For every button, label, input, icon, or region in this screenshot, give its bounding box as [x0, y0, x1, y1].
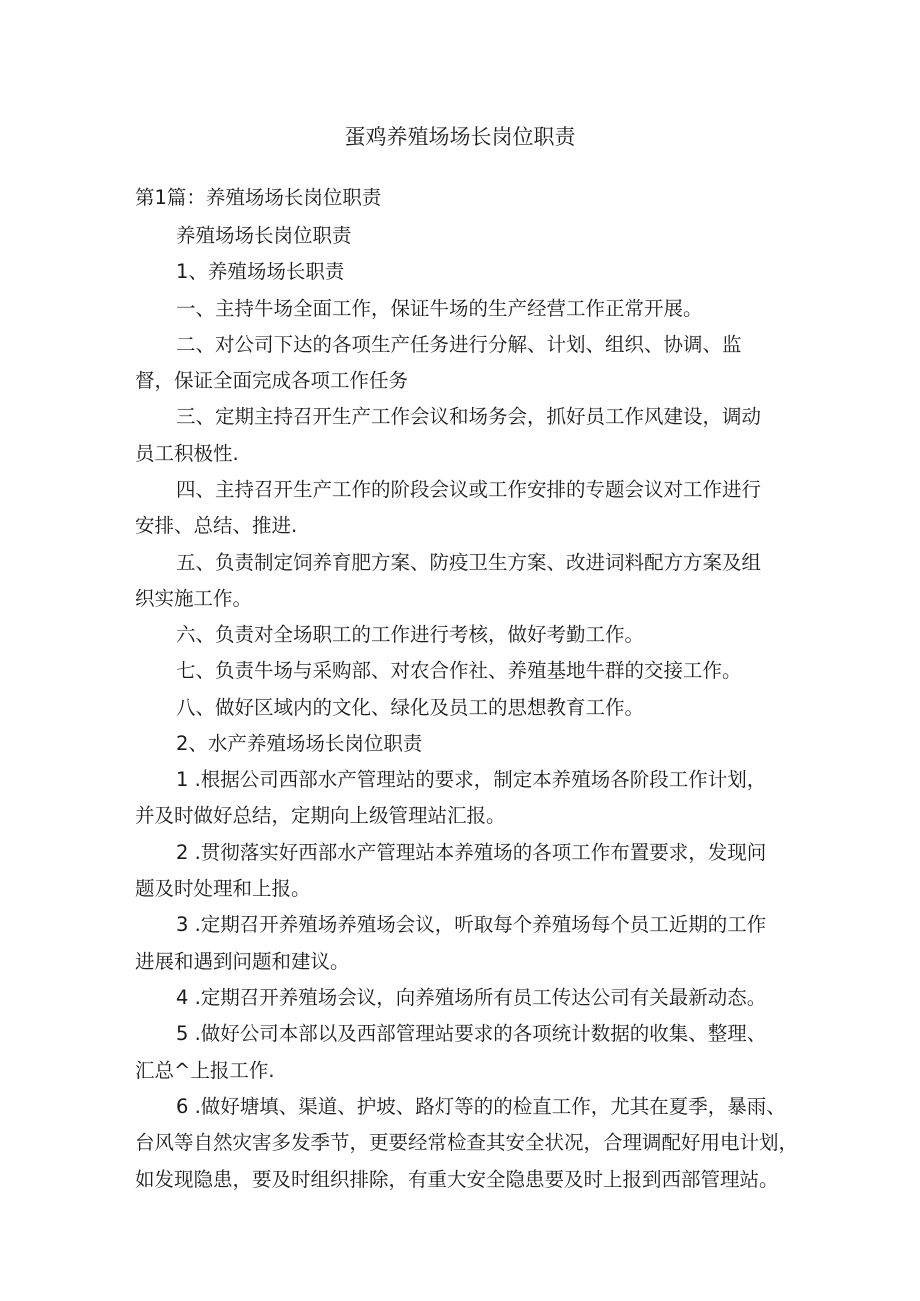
paragraph-line: 二、对公司下达的各项生产任务进行分解、计划、组织、协调、监 — [176, 333, 742, 356]
paragraph-line: 2 .贯彻落实好西部水产管理站本养殖场的各项工作布置要求，发现问 — [176, 841, 767, 864]
document-title: 蛋鸡养殖场场长岗位职责 — [344, 125, 576, 149]
paragraph-line: 六、负责对全场职工的工作进行考核，做好考勤工作。 — [176, 623, 645, 646]
paragraph-line: 员工积极性. — [135, 442, 239, 465]
subheading: 养殖场场长岗位职责 — [176, 224, 352, 247]
paragraph-line: 七、负责牛场与采购部、对农合作社、养殖基地牛群的交接工作。 — [176, 659, 742, 682]
paragraph-line: 6 .做好塘填、渠道、护坡、路灯等的的检直工作，尤其在夏季，暴雨、 — [176, 1095, 786, 1118]
paragraph-line: 题及时处理和上报。 — [135, 877, 311, 900]
paragraph-line: 三、定期主持召开生产工作会议和场务会，抓好员工作风建设，调动 — [176, 405, 762, 428]
subheading: 1、养殖场场长职责 — [176, 260, 345, 283]
paragraph-line: 织实施工作。 — [135, 587, 253, 610]
paragraph-line: 四、主持召开生产工作的阶段会议或工作安排的专题会议对工作进行 — [176, 478, 762, 501]
paragraph-line: 并及时做好总结，定期向上级管理站汇报。 — [135, 804, 506, 827]
paragraph-line: 八、做好区域内的文化、绿化及员工的思想教育工作。 — [176, 696, 645, 719]
paragraph-line: 1 .根据公司西部水产管理站的要求，制定本养殖场各阶段工作计划， — [176, 768, 767, 791]
paragraph-line: 一、主持牛场全面工作，保证牛场的生产经营工作正常开展。 — [176, 297, 703, 320]
paragraph-line: 台风等自然灾害多发季节，更要经常检查其安全状况，合理调配好用电计划， — [135, 1131, 799, 1154]
paragraph-line: 如发现隐患，要及时组织排除，有重大安全隐患要及时上报到西部管理站。 — [135, 1168, 779, 1191]
paragraph-line: 汇总^上报工作. — [135, 1059, 275, 1082]
paragraph-line: 五、负责制定饲养育肥方案、防疫卫生方案、改进词料配方方案及组 — [176, 551, 762, 574]
paragraph-line: 进展和遇到问题和建议。 — [135, 950, 350, 973]
paragraph-line: 5 .做好公司本部以及西部管理站要求的各项统计数据的收集、整理、 — [176, 1022, 767, 1045]
paragraph-line: 安排、总结、推进. — [135, 514, 298, 537]
section-heading: 第1篇：养殖场场长岗位职责 — [135, 186, 382, 209]
paragraph-line: 督，保证全面完成各项工作任务 — [135, 369, 409, 392]
subheading: 2、水产养殖场场长岗位职责 — [176, 732, 423, 755]
paragraph-line: 4 .定期召开养殖场会议，向养殖场所有员工传达公司有关最新动态。 — [176, 986, 767, 1009]
paragraph-line: 3 .定期召开养殖场养殖场会议，听取每个养殖场每个员工近期的工作 — [176, 913, 767, 936]
